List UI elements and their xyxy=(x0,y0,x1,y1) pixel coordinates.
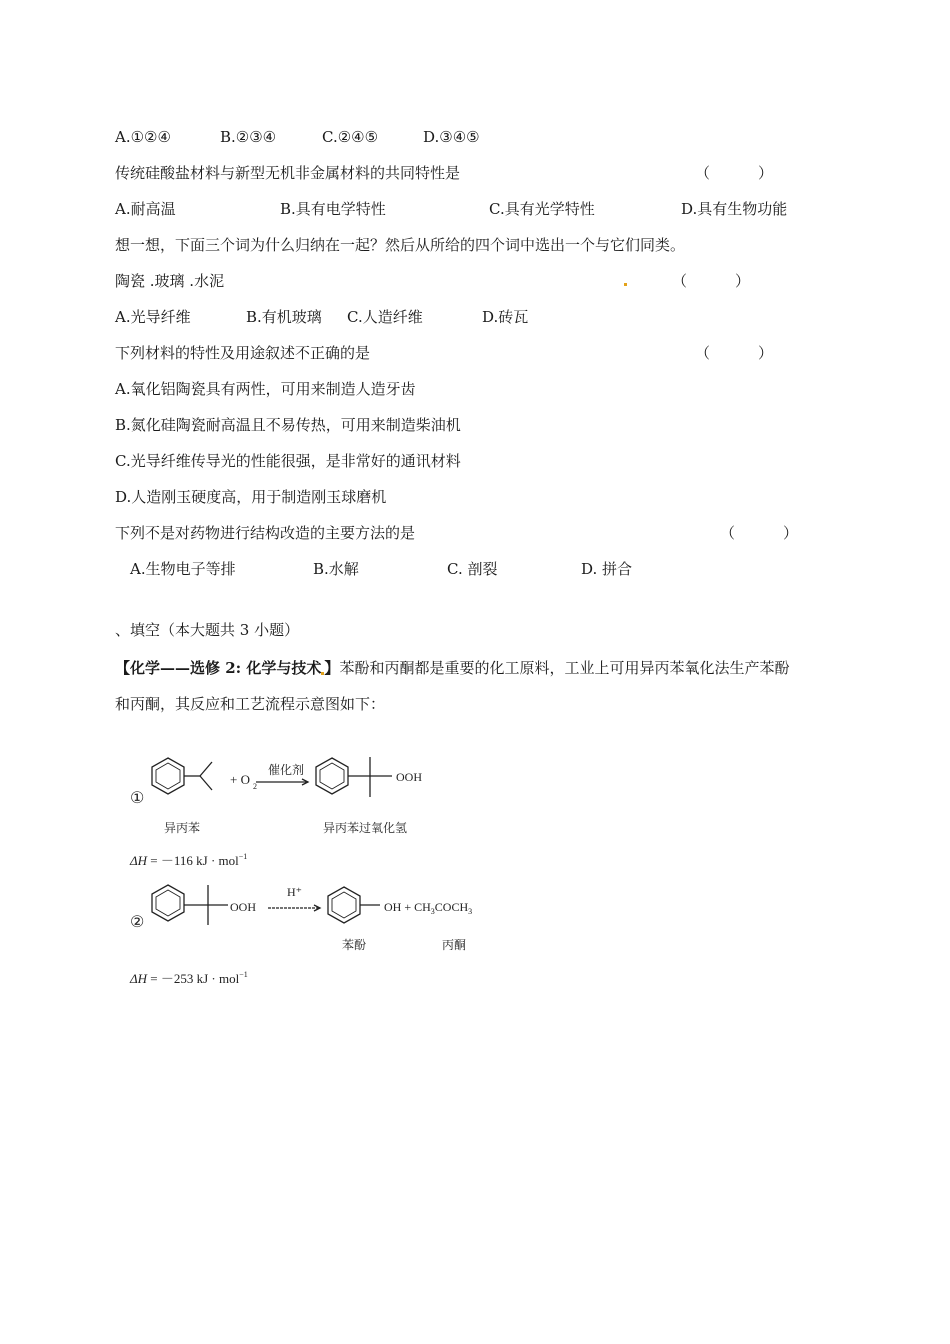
reaction2-dh-exponent: −1 xyxy=(239,970,248,979)
q0-option-c: C.②④⑤ xyxy=(322,128,379,146)
reaction1-o2-subscript: 2 xyxy=(253,782,257,791)
q3-option-d: D.人造刚玉硬度高，用于制造刚玉球磨机 xyxy=(115,488,387,506)
reaction1-dh-exponent: −1 xyxy=(238,852,248,861)
reaction2-reactant-group: OOH xyxy=(230,900,256,914)
q3-option-b: B.氮化硅陶瓷耐高温且不易传热，可用来制造柴油机 xyxy=(115,416,461,434)
q1-option-b: B.具有电学特性 xyxy=(280,200,386,218)
reaction2-number: ② xyxy=(130,914,145,931)
intro-rest: 苯酚和丙酮都是重要的化工原料，工业上可用异丙苯氧化法生产苯酚 xyxy=(339,659,790,677)
q4-option-c: C. 剖裂 xyxy=(447,560,498,578)
intro-bold-label: 【化学——选修 2: 化学与技术 xyxy=(115,659,322,677)
cumene-structure xyxy=(152,758,212,794)
cumene-hydroperoxide-structure xyxy=(316,757,392,797)
reaction2-sub2: 3 xyxy=(468,907,473,916)
reaction2-product-group: OH + CH xyxy=(384,900,431,914)
reaction1-reactant-name: 异丙苯 xyxy=(164,821,201,835)
phenol-structure xyxy=(328,887,380,923)
reaction1-plus-o2: + O xyxy=(230,772,250,787)
stray-dot-mark xyxy=(624,283,627,286)
q1-option-d: D.具有生物功能 xyxy=(681,200,788,218)
q2-option-b: B.有机玻璃 xyxy=(246,308,322,326)
q1-stem: 传统硅酸盐材料与新型无机非金属材料的共同特性是 xyxy=(115,164,461,182)
reaction-scheme xyxy=(120,745,520,990)
reaction1-product-group: OOH xyxy=(396,770,422,784)
reaction1-catalyst: 催化剂 xyxy=(268,763,305,777)
q3-answer-paren: （ ） xyxy=(695,344,780,362)
reaction1-number: ① xyxy=(130,790,145,807)
intro-bold-bracket: 】 xyxy=(324,659,340,677)
q2-words: 陶瓷 .玻璃 .水泥 xyxy=(115,272,225,290)
reaction2-arrow xyxy=(268,905,320,911)
reaction2-dh-value: = －253 kJ · mol xyxy=(147,971,240,986)
q4-stem: 下列不是对药物进行结构改造的主要方法的是 xyxy=(115,524,416,542)
reaction1-product-name: 异丙苯过氧化氢 xyxy=(323,821,408,835)
q1-answer-paren: （ ） xyxy=(695,164,780,182)
reaction1-dh xyxy=(129,852,247,868)
reaction2-dh-label: ΔH xyxy=(130,971,148,986)
q0-option-b: B.②③④ xyxy=(220,128,277,146)
q4-option-b: B.水解 xyxy=(313,560,359,578)
q0-option-a: A.①②④ xyxy=(115,128,171,146)
q3-option-a: A.氧化铝陶瓷具有两性，可用来制造人造牙齿 xyxy=(115,380,416,398)
q0-option-d: D.③④⑤ xyxy=(423,128,480,146)
q4-answer-paren: （ ） xyxy=(720,524,805,542)
q4-option-d: D. 拼合 xyxy=(581,560,633,578)
reaction2-acetone-name: 丙酮 xyxy=(442,938,467,952)
reaction1-dh-value: = －116 kJ · mol xyxy=(147,853,239,868)
section-intro-line1 xyxy=(115,658,789,678)
q2-stem: 想一想，下面三个词为什么归纳在一起？然后从所给的四个词中选出一个与它们同类。 xyxy=(115,236,686,254)
reaction2-catalyst: H⁺ xyxy=(287,885,302,899)
reaction2-products xyxy=(384,900,472,916)
reaction2-sub1: 3 xyxy=(430,907,435,916)
reaction1-dh-label: ΔH xyxy=(130,853,148,868)
section-heading: 、填空（本大题共 3 小题） xyxy=(115,621,300,639)
q3-option-c: C.光导纤维传导光的性能很强，是非常好的通讯材料 xyxy=(115,452,461,470)
q2-option-d: D.砖瓦 xyxy=(482,308,529,326)
q1-option-a: A.耐高温 xyxy=(115,200,176,218)
reaction1-arrow xyxy=(256,779,308,785)
q2-option-c: C.人造纤维 xyxy=(347,308,423,326)
q1-option-c: C.具有光学特性 xyxy=(489,200,595,218)
reaction2-dh xyxy=(129,970,248,986)
q3-stem: 下列材料的特性及用途叙述不正确的是 xyxy=(115,344,371,362)
reaction2-product-mid: COCH xyxy=(434,900,469,914)
reaction2-phenol-name: 苯酚 xyxy=(342,938,367,952)
q4-option-a: A.生物电子等排 xyxy=(130,560,236,578)
q2-option-a: A.光导纤维 xyxy=(115,308,191,326)
reaction2-reactant-structure xyxy=(152,885,228,925)
q2-answer-paren: （ ） xyxy=(672,272,757,290)
section-intro-line2: 和丙酮，其反应和工艺流程示意图如下： xyxy=(115,695,386,713)
